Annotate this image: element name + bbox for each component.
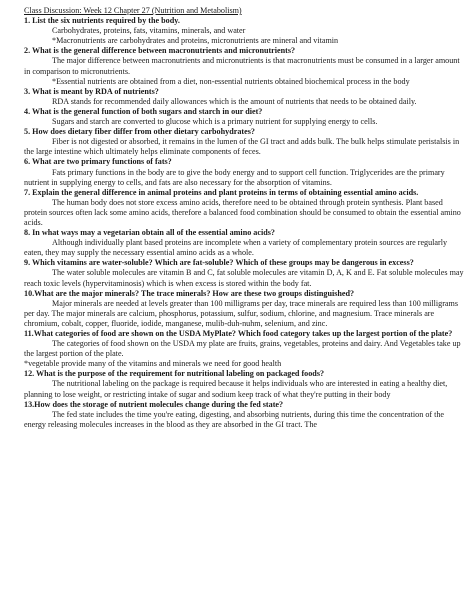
answer-line: Carbohydrates, proteins, fats, vitamins, minerals, and water bbox=[52, 26, 246, 36]
question: 3. What is meant by RDA of nutrients? bbox=[24, 86, 159, 96]
answer: The nutritional labeling on the package is required because it helps individuals who are interested in eating a healthy diet, planning to lose weight, or restricting intake of sugar and sodium keep track of what they're putting in their body bbox=[24, 379, 448, 399]
question: 13.How does the storage of nutrient molecules change during the fed state? bbox=[24, 399, 284, 409]
question: 6. What are two primary functions of fats? bbox=[24, 157, 172, 167]
answer: Although individually plant based proteins are incomplete when a variety of complementary protein sources are regularly eaten, they may supply the necessary essential amino acids as a whole. bbox=[24, 238, 448, 258]
question: 1. List the six nutrients required by the body. bbox=[24, 16, 180, 26]
answer: Major minerals are needed at levels greater than 100 milligrams per day, trace minerals are required less than 100 milligrams per day. The major minerals are calcium, phosphorus, potassium, sulfur, sodium, chlorine, and magnesium. Trace minerals are chromium, cobalt, copper, fluoride, iodide, manganese, mulib-duh-nuhm, selenium, and zinc. bbox=[24, 298, 459, 328]
answer: RDA stands for recommended daily allowances which is the amount of nutrients that needs to be obtained daily. bbox=[52, 96, 417, 106]
answer: *Essential nutrients are obtained from a diet, non-essential nutrients obtained biochemical process in the body bbox=[52, 76, 410, 86]
answer: The major difference between macronutrients and micronutrients is that macronutrients must be consumed in a larger amount in comparison to micronutrients. bbox=[24, 56, 460, 76]
answer: The fed state includes the time you're eating, digesting, and absorbing nutrients, during this time the concentration of the energy releasing molecules increases in the blood as they are absorbed in the GI tract. The bbox=[24, 409, 445, 429]
question: 8. In what ways may a vegetarian obtain all of the essential amino acids? bbox=[24, 228, 275, 238]
answer: The human body does not store excess amino acids, therefore need to be obtained through protein synthesis. Plant based protein sources often lack some amino acids, therefore a balanced food combination should be consumed to obtain the essential amino acids. bbox=[24, 197, 461, 227]
answer: The water soluble molecules are vitamin B and C, fat soluble molecules are vitamin D, A, K and E. Fat soluble molecules may reach toxic levels (hypervitaminosis) which is when excess is stored within the body fat. bbox=[24, 268, 464, 288]
question: 12. What is the purpose of the requirement for nutritional labeling on packaged foods? bbox=[24, 369, 325, 379]
answer: Fiber is not digested or absorbed, it remains in the lumen of the GI tract and adds bulk. The bulk helps stimulate peristalsis in the large intestine which ultimately helps eliminate components of feces. bbox=[24, 137, 460, 157]
answer-line: *Macronutrients are carbohydrates and proteins, micronutrients are mineral and vitamin bbox=[52, 36, 339, 46]
answer: Sugars and starch are converted to glucose which is a primary nutrient for supplying energy to cells. bbox=[52, 117, 378, 127]
question: 9. Which vitamins are water-soluble? Which are fat-soluble? Which of these groups may be dangerous in excess? bbox=[24, 258, 414, 268]
answer: The categories of food shown on the USDA my plate are fruits, grains, vegetables, proteins and dairy. And Vegetables take up the largest portion of the plate. bbox=[24, 339, 461, 359]
question: 5. How does dietary fiber differ from other dietary carbohydrates? bbox=[24, 127, 255, 137]
document-body bbox=[24, 16, 466, 430]
question: 10.What are the major minerals? The trace minerals? How are these two groups distinguished? bbox=[24, 288, 355, 298]
question: 11.What categories of food are shown on the USDA MyPlate? Which food category takes up the largest portion of the plate? bbox=[24, 329, 453, 338]
question: 4. What is the general function of both sugars and starch in our diet? bbox=[24, 106, 263, 116]
question: 2. What is the general difference between macronutrients and micronutrients? bbox=[24, 46, 296, 56]
answer: Fats primary functions in the body are to give the body energy and to support cell function. Triglycerides are the primary nutrient in supplying energy to cells, and fats are also necessary for the absorption of vitamins. bbox=[24, 167, 445, 187]
question: 7. Explain the general difference in animal proteins and plant proteins in terms of obtaining essential amino acids. bbox=[24, 187, 419, 197]
note: *vegetable provide many of the vitamins and minerals we need for good health bbox=[24, 359, 282, 369]
document-title: Class Discussion: Week 12 Chapter 27 (Nutrition and Metabolism) bbox=[24, 6, 242, 15]
